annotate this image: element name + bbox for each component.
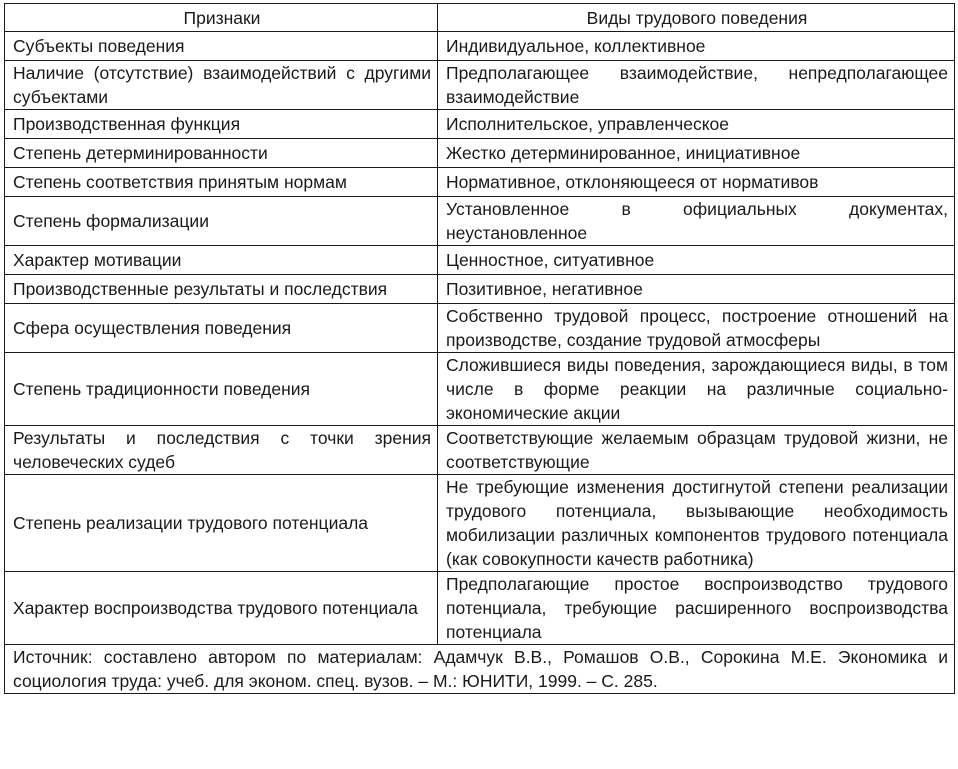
table-header-row xyxy=(5,4,955,32)
sign-cell: Степень соответствия принятым нормам xyxy=(5,168,438,197)
types-cell: Позитивное, негативное xyxy=(438,275,955,304)
table-row xyxy=(5,304,955,353)
sign-cell: Характер мотивации xyxy=(5,246,438,275)
table-row xyxy=(5,275,955,304)
sign-cell: Степень традиционности поведения xyxy=(5,353,438,426)
sign-cell: Степень реализации трудового потенциала xyxy=(5,475,438,572)
table-row xyxy=(5,32,955,61)
table-row xyxy=(5,426,955,475)
types-cell: Предполагающие простое воспроизводство трудового потенциала, требующие расширенного воспроизводства потенциала xyxy=(438,572,955,645)
types-cell: Жестко детерминированное, инициативное xyxy=(438,139,955,168)
types-cell: Собственно трудовой процесс, построение отношений на производстве, создание трудовой атмосферы xyxy=(438,304,955,353)
types-cell: Установленное в официальных документах, неустановленное xyxy=(438,197,955,246)
sign-cell: Степень детерминированности xyxy=(5,139,438,168)
types-cell: Индивидуальное, коллективное xyxy=(438,32,955,61)
sign-cell: Результаты и последствия с точки зрения человеческих судеб xyxy=(5,426,438,475)
table-row xyxy=(5,110,955,139)
sign-cell: Субъекты поведения xyxy=(5,32,438,61)
sign-cell: Производственные результаты и последствия xyxy=(5,275,438,304)
table-row xyxy=(5,139,955,168)
header-signs: Признаки xyxy=(5,4,438,32)
types-cell: Не требующие изменения достигнутой степени реализации трудового потенциала, вызывающие необходимость мобилизации различных компонентов трудового потенциала (как совокупности качеств работника) xyxy=(438,475,955,572)
table-row xyxy=(5,572,955,645)
types-cell: Сложившиеся виды поведения, зарождающиеся виды, в том числе в форме реакции на различные социально-экономические акции xyxy=(438,353,955,426)
table-row xyxy=(5,246,955,275)
table-row xyxy=(5,475,955,572)
header-behavior-types: Виды трудового поведения xyxy=(438,4,955,32)
sign-cell: Сфера осуществления поведения xyxy=(5,304,438,353)
types-cell: Предполагающее взаимодействие, непредполагающее взаимодействие xyxy=(438,61,955,110)
table-row xyxy=(5,61,955,110)
source-row xyxy=(5,645,955,694)
source-note: Источник: составлено автором по материалам: Адамчук В.В., Ромашов О.В., Сорокина М.Е. Экономика и социология труда: учеб. для эконом. спец. вузов. – М.: ЮНИТИ, 1999. – С. 285. xyxy=(5,645,955,694)
types-cell: Соответствующие желаемым образцам трудовой жизни, не соответствующие xyxy=(438,426,955,475)
table-row xyxy=(5,197,955,246)
sign-cell: Производственная функция xyxy=(5,110,438,139)
sign-cell: Характер воспроизводства трудового потенциала xyxy=(5,572,438,645)
types-cell: Ценностное, ситуативное xyxy=(438,246,955,275)
behavior-types-table xyxy=(4,3,955,694)
table-row xyxy=(5,168,955,197)
table-row xyxy=(5,353,955,426)
types-cell: Исполнительское, управленческое xyxy=(438,110,955,139)
sign-cell: Степень формализации xyxy=(5,197,438,246)
sign-cell: Наличие (отсутствие) взаимодействий с другими субъектами xyxy=(5,61,438,110)
types-cell: Нормативное, отклоняющееся от нормативов xyxy=(438,168,955,197)
